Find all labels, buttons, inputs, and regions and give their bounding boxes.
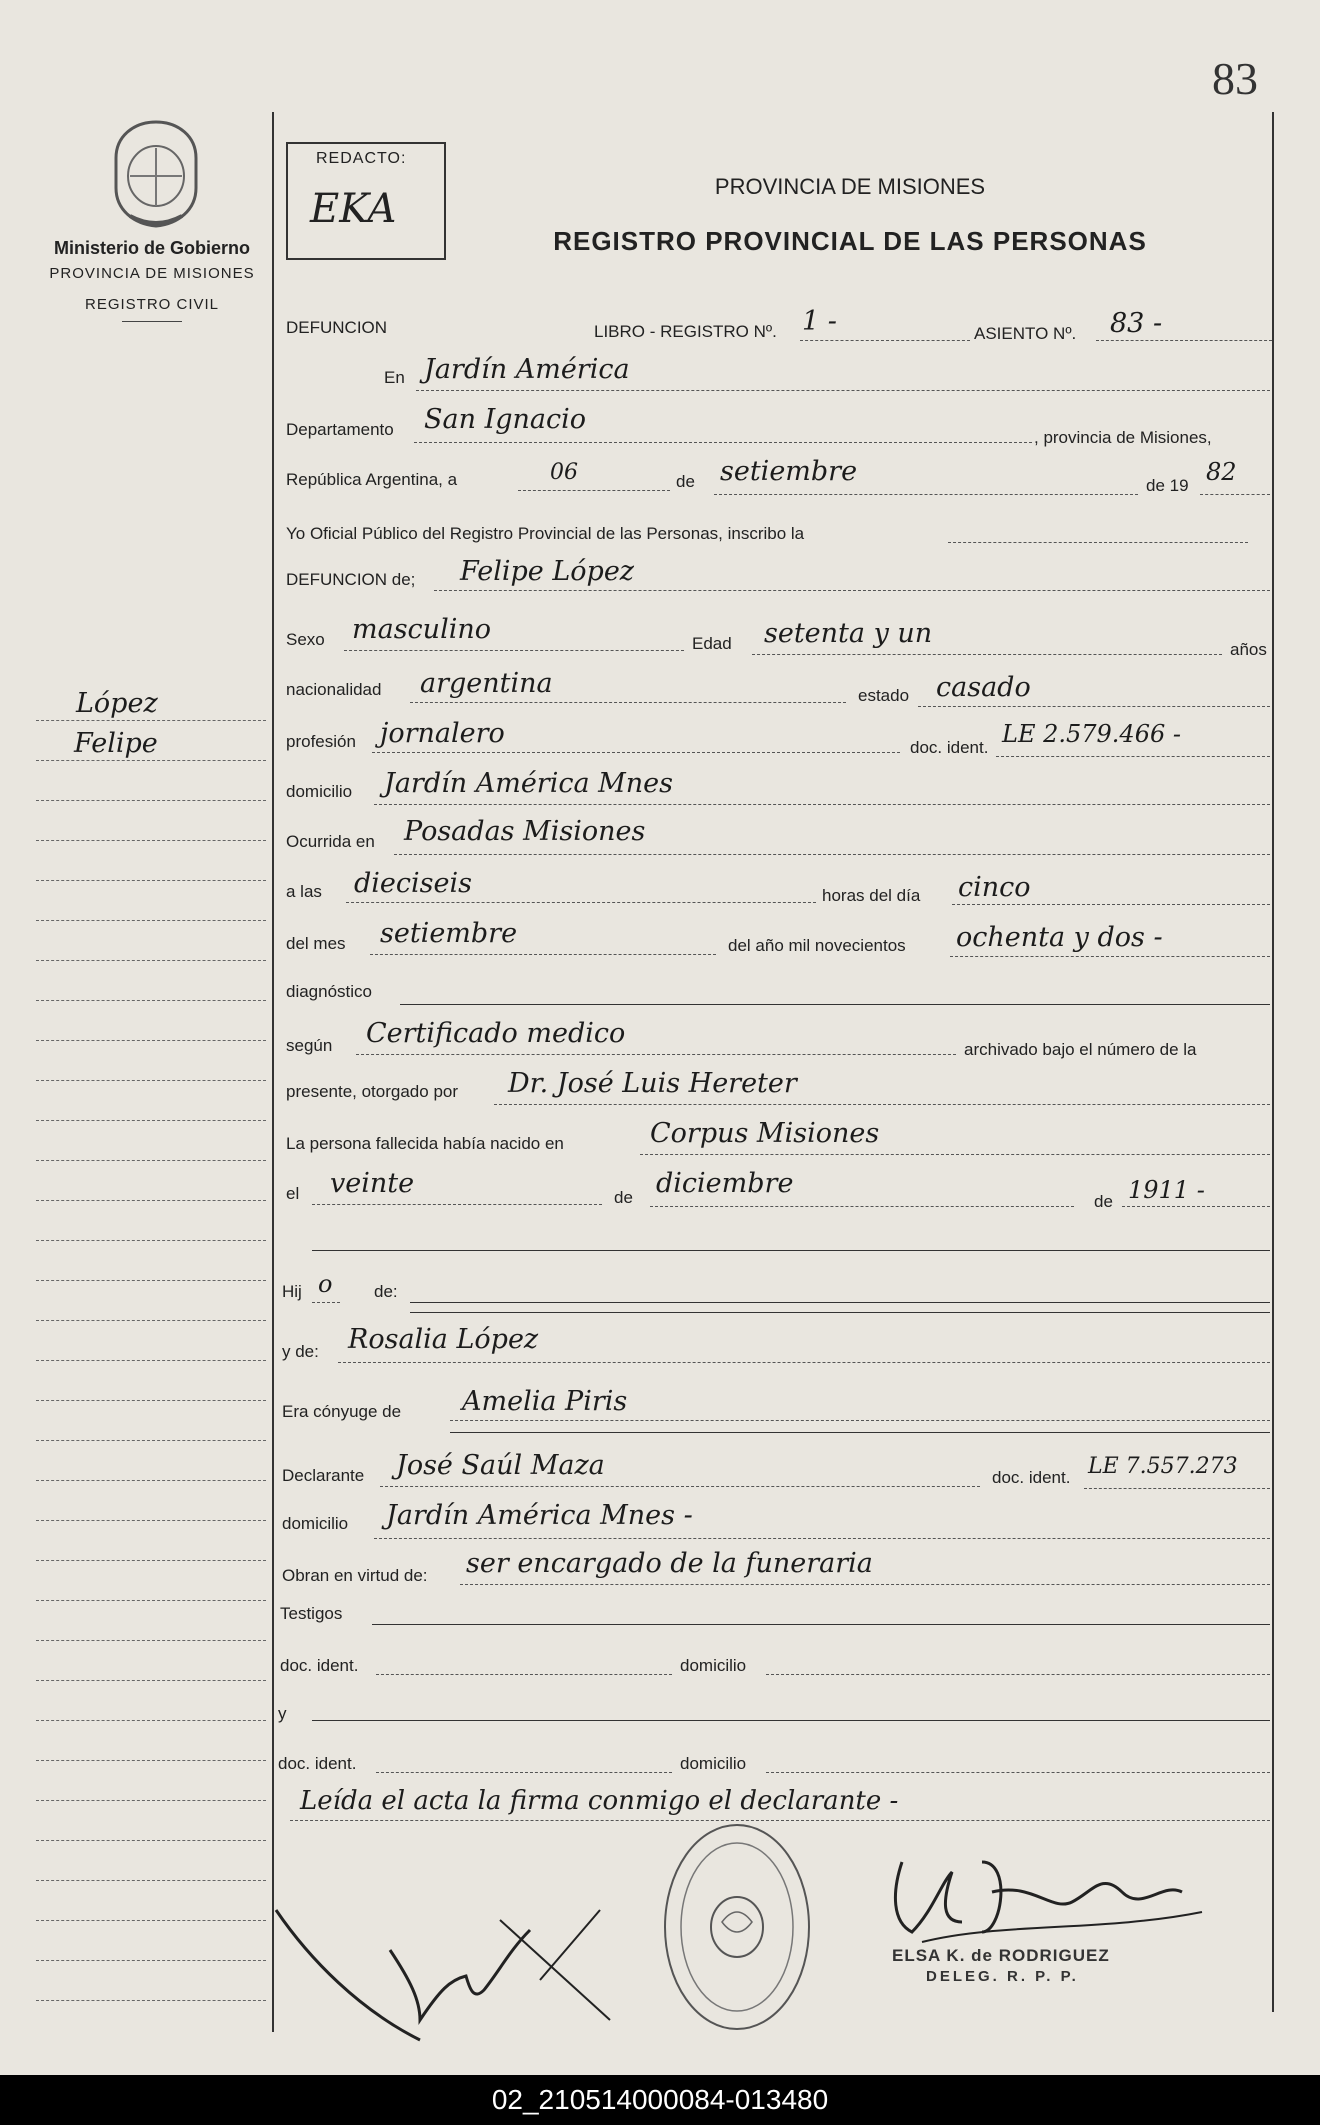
testigo2-doc-line (376, 1772, 672, 1773)
dia-texto-line (952, 904, 1270, 905)
declarante-doc-line (1084, 1488, 1270, 1489)
margin-ruled-line (36, 1840, 266, 1841)
del-mes-label: del mes (286, 934, 346, 953)
otorgado-line (494, 1104, 1270, 1105)
declarante-value: José Saúl Maza (396, 1450, 605, 1481)
testigo2-domicilio-line (766, 1772, 1270, 1773)
margin-ruled-line (36, 2000, 266, 2001)
horas-dia-label: horas del día (822, 886, 921, 905)
libro-label: LIBRO - REGISTRO Nº. (594, 322, 777, 341)
margin-ruled-line (36, 1240, 266, 1241)
segun-label: según (286, 1036, 333, 1055)
ano-line (1200, 494, 1270, 495)
testigo2-doc-label: doc. ident. (278, 1754, 357, 1773)
conyuge-value: Amelia Piris (462, 1386, 628, 1417)
ano-value: 82 (1206, 458, 1237, 486)
otorgado-value: Dr. José Luis Hereter (508, 1068, 797, 1099)
margin-name: Felipe (74, 728, 158, 759)
fallecido-value: Felipe López (460, 556, 635, 587)
hora-value: dieciseis (354, 868, 472, 899)
nacionalidad-value: argentina (420, 668, 553, 699)
ministry-underline (122, 321, 182, 322)
left-margin-rule (272, 112, 274, 2032)
page-number: 83 (1212, 53, 1258, 104)
ministry-name: Ministerio de Gobierno (53, 238, 250, 258)
doc-ident-label: doc. ident. (910, 738, 989, 757)
del-ano-label: del año mil novecientos (728, 936, 906, 955)
profesion-value: jornalero (380, 718, 505, 749)
segun-line (356, 1054, 956, 1055)
margin-ruled-line (36, 720, 266, 721)
padre-line-2 (410, 1312, 1270, 1313)
redacto-initials: EKA (310, 186, 397, 232)
margin-ruled-line (36, 1160, 266, 1161)
hij-label: Hij (282, 1282, 302, 1301)
sexo-label: Sexo (286, 630, 325, 649)
declarante-doc-label: doc. ident. (992, 1468, 1071, 1487)
dia-value: 06 (550, 460, 578, 485)
libro-line (800, 340, 970, 341)
declarante-doc-value: LE 7.557.273 (1088, 1454, 1238, 1479)
margin-ruled-line (36, 1880, 266, 1881)
yo-oficial-line (948, 542, 1248, 543)
nacido-en-label: La persona fallecida había nacido en (286, 1134, 564, 1153)
cierre-line (290, 1820, 1270, 1821)
doc-ident-line (996, 756, 1270, 757)
margin-ruled-line (36, 800, 266, 801)
testigos-line (372, 1624, 1270, 1625)
asiento-line (1096, 340, 1272, 341)
margin-ruled-line (36, 1400, 266, 1401)
ministry-block (36, 238, 268, 322)
margin-ruled-line (36, 1600, 266, 1601)
margin-ruled-line (36, 1280, 266, 1281)
margin-ruled-line (36, 1520, 266, 1521)
nac-de-label: de (614, 1188, 633, 1207)
margin-ruled-line (36, 1360, 266, 1361)
nacido-en-line (640, 1154, 1270, 1155)
domicilio-line (374, 804, 1270, 805)
provincia-label: , provincia de Misiones, (1034, 428, 1212, 447)
el-label: el (286, 1184, 300, 1203)
de19-label: de 19 (1146, 476, 1189, 495)
declarante-domicilio-line (374, 1538, 1270, 1539)
fallecido-line (434, 590, 1270, 591)
estado-line (918, 706, 1270, 707)
right-margin-rule (1272, 112, 1274, 2012)
ministry-province: PROVINCIA DE MISIONES (49, 265, 255, 282)
hij-line (312, 1302, 340, 1303)
conyuge-line (450, 1420, 1270, 1421)
margin-ruled-line (36, 1440, 266, 1441)
margin-ruled-line (36, 880, 266, 881)
declarante-domicilio-value: Jardín América Mnes - (386, 1500, 693, 1531)
margin-ruled-line (36, 920, 266, 921)
edad-label: Edad (692, 634, 732, 653)
margin-ruled-line (36, 1080, 266, 1081)
departamento-line (414, 442, 1032, 443)
sexo-line (344, 650, 684, 651)
redacto-label: REDACTO: (316, 150, 407, 167)
profesion-label: profesión (286, 732, 356, 751)
en-label: En (384, 368, 405, 387)
nac-mes-line (650, 1206, 1074, 1207)
margin-ruled-line (36, 1760, 266, 1761)
cierre-text: Leída el acta la firma conmigo el declarante - (300, 1786, 899, 1816)
margin-ruled-line (36, 1120, 266, 1121)
defuncion-de-label: DEFUNCION de; (286, 570, 416, 589)
libro-value: 1 - (802, 306, 837, 337)
mes-texto-line (370, 954, 716, 955)
header-province: PROVINCIA DE MISIONES (714, 174, 986, 199)
a-las-label: a las (286, 882, 322, 901)
ocurrida-line (394, 854, 1270, 855)
mes-texto-value: setiembre (380, 918, 518, 949)
asiento-label: ASIENTO Nº. (974, 324, 1077, 343)
hij-de-label: de: (374, 1282, 398, 1301)
official-seal (662, 1822, 812, 2032)
nac-mes-value: diciembre (656, 1168, 794, 1199)
edad-line (752, 654, 1222, 655)
asiento-value: 83 - (1110, 308, 1163, 339)
registrar-signature (882, 1842, 1212, 1952)
hora-line (346, 902, 816, 903)
departamento-value: San Ignacio (424, 404, 587, 435)
yo-oficial-label: Yo Oficial Público del Registro Provincial de las Personas, inscribo la (286, 524, 805, 543)
testigos-label: Testigos (280, 1604, 343, 1623)
archivado-label: archivado bajo el número de la (964, 1040, 1197, 1059)
margin-ruled-line (36, 1960, 266, 1961)
domicilio-value: Jardín América Mnes (384, 768, 674, 799)
anos-label: años (1230, 640, 1267, 659)
margin-ruled-line (36, 1000, 266, 1001)
nac-ano-line (1122, 1206, 1270, 1207)
margin-ruled-line (36, 1200, 266, 1201)
testigo1-domicilio-label: domicilio (680, 1656, 747, 1675)
nac-dia-value: veinte (330, 1168, 415, 1199)
estado-label: estado (858, 686, 910, 705)
nacido-en-value: Corpus Misiones (650, 1118, 880, 1149)
obran-label: Obran en virtud de: (282, 1566, 428, 1585)
margin-ruled-line (36, 760, 266, 761)
estado-value: casado (936, 672, 1031, 703)
conyuge-line-2 (450, 1432, 1270, 1433)
defuncion-label: DEFUNCION (286, 318, 388, 337)
declarante-domicilio-label: domicilio (282, 1514, 349, 1533)
dia-line (518, 490, 670, 491)
nac-dia-line (312, 1204, 602, 1205)
de-label: de (676, 472, 695, 491)
declarante-line (380, 1486, 980, 1487)
margin-ruled-line (36, 1560, 266, 1561)
declarant-signature (270, 1890, 630, 2050)
redacto-box (286, 142, 446, 260)
hij-suffix: o (318, 1270, 333, 1298)
coat-of-arms-logo (100, 118, 212, 230)
lugar-value: Jardín América (424, 354, 630, 385)
obran-line (460, 1584, 1270, 1585)
y-label: y (278, 1704, 287, 1723)
testigo2-line (312, 1720, 1270, 1721)
margin-surname: López (76, 688, 158, 719)
domicilio-label: domicilio (286, 782, 353, 801)
testigo1-domicilio-line (766, 1674, 1270, 1675)
dia-texto-value: cinco (958, 872, 1031, 903)
obran-value: ser encargado de la funeraria (466, 1548, 873, 1579)
lugar-line (416, 390, 1270, 391)
departamento-label: Departamento (286, 420, 394, 439)
conyuge-label: Era cónyuge de (282, 1402, 402, 1421)
y-de-label: y de: (282, 1342, 319, 1361)
margin-ruled-line (36, 1320, 266, 1321)
ocurrida-label: Ocurrida en (286, 832, 375, 851)
registrar-name: ELSA K. de RODRIGUEZ (892, 1946, 1110, 1965)
footer-bar (0, 2075, 1320, 2125)
mes-value: setiembre (720, 456, 858, 487)
margin-ruled-line (36, 1720, 266, 1721)
margin-ruled-line (36, 1480, 266, 1481)
madre-value: Rosalia López (348, 1324, 539, 1355)
presente-label: presente, otorgado por (286, 1082, 459, 1101)
testigo1-doc-label: doc. ident. (280, 1656, 359, 1675)
madre-line (338, 1362, 1270, 1363)
margin-ruled-line (36, 1640, 266, 1641)
doc-ident-value: LE 2.579.466 - (1002, 720, 1181, 748)
registrar-role: DELEG. R. P. P. (926, 1968, 1079, 1985)
nacionalidad-line (410, 702, 846, 703)
diagnostico-line (400, 1004, 1270, 1005)
nac-de2-label: de (1094, 1192, 1113, 1211)
footer-id: 02_210514000084-013480 (491, 2084, 829, 2115)
segun-value: Certificado medico (366, 1018, 626, 1049)
blank-line (312, 1250, 1270, 1251)
diagnostico-label: diagnóstico (286, 982, 373, 1001)
ano-texto-value: ochenta y dos - (956, 922, 1163, 953)
profesion-line (372, 752, 900, 753)
margin-ruled-line (36, 840, 266, 841)
republica-label: República Argentina, a (286, 470, 458, 489)
ocurrida-value: Posadas Misiones (404, 816, 646, 847)
sexo-value: masculino (352, 614, 491, 645)
margin-ruled-line (36, 1920, 266, 1921)
ano-texto-line (950, 956, 1270, 957)
edad-value: setenta y un (764, 618, 933, 649)
nacionalidad-label: nacionalidad (286, 680, 382, 699)
padre-line (410, 1302, 1270, 1303)
testigo1-doc-line (376, 1674, 672, 1675)
margin-ruled-line (36, 1040, 266, 1041)
margin-ruled-line (36, 1800, 266, 1801)
ministry-registry: REGISTRO CIVIL (84, 296, 220, 313)
mes-line (714, 494, 1138, 495)
margin-ruled-line (36, 1680, 266, 1681)
margin-ruled-line (36, 960, 266, 961)
declarante-label: Declarante (282, 1466, 365, 1485)
header-registry: REGISTRO PROVINCIAL DE LAS PERSONAS (553, 226, 1147, 256)
testigo2-domicilio-label: domicilio (680, 1754, 747, 1773)
nac-ano-value: 1911 - (1128, 1176, 1205, 1204)
